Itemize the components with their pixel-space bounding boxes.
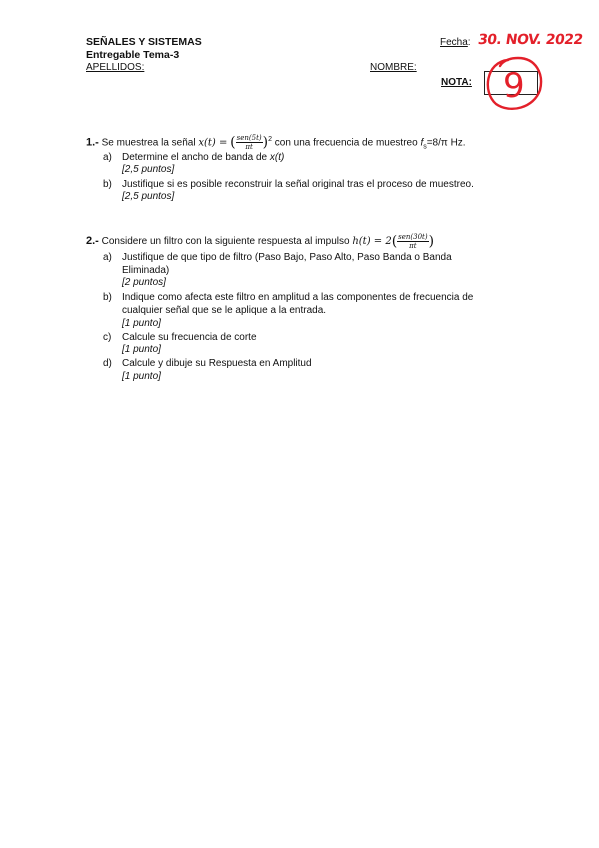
question-2-number: 2.- — [86, 235, 99, 247]
item-text: Determine el ancho de banda de — [122, 152, 268, 163]
item-label: b) — [103, 179, 112, 190]
question-1-item-b-points: [2,5 puntos] — [122, 191, 175, 202]
question-1-fraction — [236, 134, 263, 151]
formula-exponent: 2 — [268, 136, 272, 143]
item-text: Indique como afecta este filtro en amplitud a las componentes de frecuencia de — [122, 292, 474, 303]
item-text: Justifique si es posible reconstruir la señal original tras el proceso de muestreo. — [122, 179, 474, 190]
item-label: d) — [103, 358, 112, 369]
item-label: a) — [103, 252, 112, 263]
fs-subscript: s — [423, 143, 427, 151]
paren-left: ( — [391, 233, 398, 250]
fs-symbol: f — [420, 137, 424, 149]
fs-value: =8/π Hz. — [426, 137, 466, 149]
fraction-numerator: sen(30t) — [398, 232, 428, 241]
nota-label: NOTA: — [441, 77, 472, 88]
question-1-formula-lhs: x(t) = — [198, 137, 228, 149]
question-2-item-b-points: [1 punto] — [122, 318, 161, 329]
fraction-denominator: πt — [245, 143, 253, 152]
item-text: Calcule y dibuje su Respuesta en Amplitud — [122, 358, 312, 369]
fecha-handwritten-value: 30. NOV. 2022 — [476, 32, 584, 48]
question-1-number: 1.- — [86, 136, 99, 149]
question-2-item-d — [103, 357, 312, 370]
item-label: b) — [103, 292, 112, 303]
question-2-item-c — [103, 331, 257, 344]
fraction-numerator: sen(5t) — [236, 134, 262, 143]
apellidos-label: APELLIDOS: — [86, 62, 145, 73]
question-1-item-a — [103, 151, 284, 164]
question-2-item-a — [103, 251, 452, 277]
item-label: c) — [103, 332, 112, 343]
item-variable: x(t) — [269, 152, 285, 163]
question-1-item-a-points: [2,5 puntos] — [122, 164, 175, 175]
question-1-text-before: Se muestrea la señal — [101, 137, 196, 149]
fraction-denominator: πt — [409, 241, 417, 250]
question-2-item-a-points: [2 puntos] — [122, 277, 166, 288]
grade-value: 9 — [503, 66, 525, 106]
question-1-item-b — [103, 178, 474, 191]
item-label: a) — [103, 152, 112, 163]
fecha-label-group — [440, 37, 471, 48]
item-text: Calcule su frecuencia de corte — [122, 332, 257, 343]
question-2-item-d-points: [1 punto] — [122, 371, 161, 382]
grade-handwritten-mark — [478, 52, 548, 114]
question-2-item-c-points: [1 punto] — [122, 344, 161, 355]
item-text-continued: Eliminada) — [122, 265, 170, 276]
fecha-label: Fecha — [440, 37, 468, 48]
course-title: SEÑALES Y SISTEMAS — [86, 36, 202, 48]
paren-right: ) — [262, 134, 269, 151]
question-2-fraction — [397, 233, 428, 250]
item-text-continued: cualquier señal que se le aplique a la entrada. — [122, 305, 327, 316]
fecha-colon: : — [467, 37, 471, 48]
paren-right: ) — [428, 233, 435, 250]
question-2-item-b — [103, 291, 473, 317]
paren-left: ( — [230, 134, 236, 151]
question-2-formula-lhs: h(t) = 2 — [352, 236, 392, 247]
assignment-title: Entregable Tema-3 — [86, 49, 180, 61]
nombre-label: NOMBRE: — [370, 62, 417, 73]
question-2-text-before: Considere un filtro con la siguiente respuesta al impulso — [101, 236, 350, 247]
item-text: Justifique de que tipo de filtro (Paso Bajo, Paso Alto, Paso Banda o Banda — [122, 252, 452, 263]
question-1-text-after: con una frecuencia de muestreo — [274, 137, 418, 149]
